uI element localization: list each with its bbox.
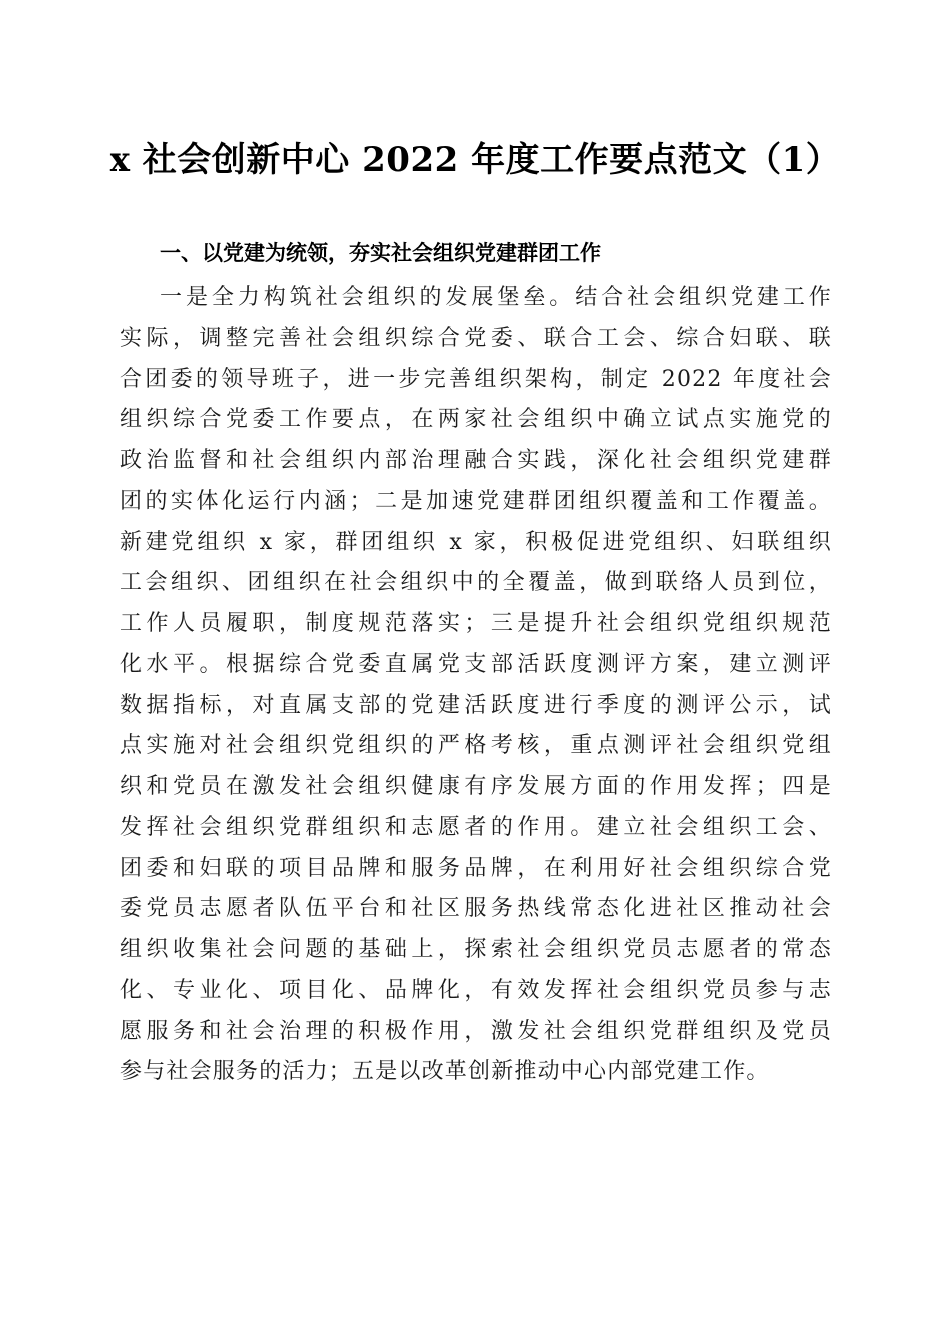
paragraph-line: 一是全力构筑社会组织的发展堡垒。结合社会组织党建工作 xyxy=(160,285,832,310)
body-paragraph xyxy=(120,278,832,1093)
paragraph-line: 化、专业化、项目化、品牌化，有效发挥社会组织党员参与志 xyxy=(120,977,832,1003)
paragraph-line: 团委和妇联的项目品牌和服务品牌，在利用好社会组织综合党 xyxy=(120,855,832,881)
paragraph-line: 新建党组织 x 家，群团组织 x 家，积极促进党组织、妇联组织 xyxy=(120,529,832,555)
paragraph-line: 化水平。根据综合党委直属党支部活跃度测评方案，建立测评 xyxy=(120,651,832,677)
paragraph-line: 织和党员在激发社会组织健康有序发展方面的作用发挥；四是 xyxy=(120,774,832,799)
paragraph-line: 实际，调整完善社会组织综合党委、联合工会、综合妇联、联 xyxy=(120,325,832,351)
paragraph-line: 工作人员履职，制度规范落实；三是提升社会组织党组织规范 xyxy=(120,611,832,636)
document-title: x 社会创新中心 2022 年度工作要点范文（1） xyxy=(109,140,841,180)
paragraph-line: 政治监督和社会组织内部治理融合实践，深化社会组织党建群 xyxy=(120,448,832,473)
paragraph-line: 发挥社会组织党群组织和志愿者的作用。建立社会组织工会、 xyxy=(120,814,832,840)
paragraph-line: 工会组织、团组织在社会组织中的全覆盖，做到联络人员到位， xyxy=(120,570,832,596)
paragraph-line: 点实施对社会组织党组织的严格考核，重点测评社会组织党组 xyxy=(120,733,832,759)
section-heading: 一、以党建为统领，夯实社会组织党建群团工作 xyxy=(160,241,601,265)
paragraph-line: 团的实体化运行内涵；二是加速党建群团组织覆盖和工作覆盖。 xyxy=(120,488,832,514)
paragraph-line: 数据指标，对直属支部的党建活跃度进行季度的测评公示，试 xyxy=(120,692,832,718)
paragraph-line: 委党员志愿者队伍平台和社区服务热线常态化进社区推动社会 xyxy=(120,896,832,922)
paragraph-line: 组织综合党委工作要点，在两家社会组织中确立试点实施党的 xyxy=(120,407,832,433)
paragraph-line: 合团委的领导班子，进一步完善组织架构，制定 2022 年度社会 xyxy=(120,366,832,392)
paragraph-line: 愿服务和社会治理的积极作用，激发社会组织党群组织及党员 xyxy=(120,1018,832,1044)
paragraph-line: 参与社会服务的活力；五是以改革创新推动中心内部党建工作。 xyxy=(120,1059,770,1085)
paragraph-line: 组织收集社会问题的基础上，探索社会组织党员志愿者的常态 xyxy=(120,937,832,962)
